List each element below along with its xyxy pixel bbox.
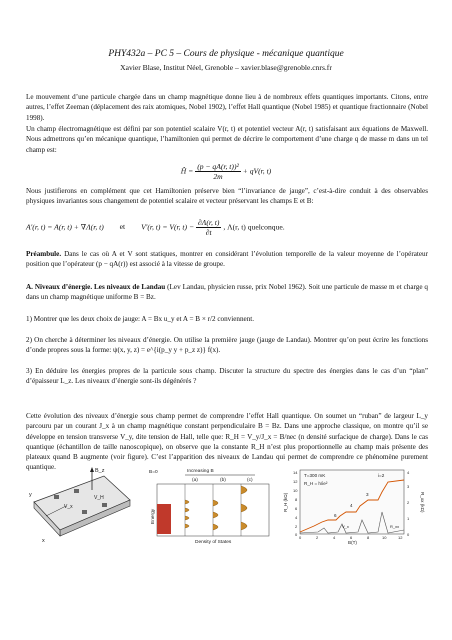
x-ticks (299, 535, 403, 540)
gauge-fraction (196, 218, 221, 237)
author-line: Xavier Blase, Institut Néel, Grenoble – xavier.blase@grenoble.cnrs.fr (120, 63, 332, 72)
landau-levels-b (213, 500, 218, 530)
plateau-6-label: 6 (334, 513, 337, 518)
ytick: 2 (295, 524, 298, 529)
plateau-3-label: 3 (366, 492, 369, 497)
page-title: PHY432a – PC 5 – Cours de physique - mécanique quantique (108, 49, 344, 59)
question-1: 1) Montrer que les deux choix de jauge: A = Bx u_y et A = B × r/2 conviennent. (26, 315, 255, 323)
intro-paragraph-3: Nous justifierons en complément que cet Hamiltonien préserve bien “l’invariance de jauge”, c’est-à-dire conduit à des observables physiques invariantes sous changement de potentiel scalaire et vecteur préservant les champs E et B: (26, 187, 428, 206)
section-a-paragraph (26, 282, 428, 303)
landau-levels-a (185, 500, 189, 528)
hamiltonian-numerator: (p − qA(r, t))² (197, 162, 239, 171)
b0-filled-states (157, 504, 171, 534)
left-y-axis-label: R_H (kΩ) (283, 492, 288, 512)
rtick: 3 (407, 484, 410, 489)
vh-label: V_H (94, 495, 104, 501)
increasing-b-label: Increasing B (187, 469, 214, 474)
xtick: 0 (299, 535, 302, 540)
ytick: 0 (295, 532, 298, 537)
xtick: 4 (333, 535, 336, 540)
rtick: 1 (407, 516, 410, 521)
panel-b-label: (b) (220, 478, 226, 483)
hamiltonian-fraction (195, 162, 241, 181)
intro-paragraph-2: Un champ électromagnétique est défini par son potentiel scalaire V(r, t) et potentiel vecteur A(r, t) satisfaisant aux équations de Maxwell. Nous admettrons qu’en mécanique quantique, l’hamiltonien qui permet de décrire le comportement d’une charge q de masse m dans un tel champ est: (26, 125, 428, 154)
intro-paragraph-1: Le mouvement d’une particule chargée dans un champ magnétique donne lieu à de nombreux effets quantiques importants. Citons, entre autres, l’effet Zeeman (déplacement des raix atomiques, Nobel 1902), l’effet Hall quantique (Nobel 1985) et quantique fractionnaire (Nobel 1998). (26, 93, 428, 122)
xtick: 8 (367, 535, 370, 540)
contact-1 (54, 495, 59, 499)
ytick: 8 (295, 497, 298, 502)
preamble-heading: Préambule. (26, 250, 62, 258)
hall-plot-frame (300, 470, 404, 534)
ytick: 4 (295, 515, 298, 520)
contact-3 (82, 510, 87, 514)
rxx-curve-label: R_xx (390, 524, 400, 529)
temperature-label: T=300 mK (304, 473, 326, 478)
question-2: 2) On cherche à déterminer les niveaux d’énergie. On utilise la première jauge (jauge de Landau). Montrer qu’on peut écrire les fonctions d’onde propres sous la forme: ψ(x, y, z) = e^{i(p_y y + p_z z)} f(x). (26, 336, 428, 355)
hamiltonian-equation (0, 162, 452, 181)
xtick: 2 (316, 535, 319, 540)
preamble-text: Dans le cas où A et V sont statiques, montrer en considérant l’évolution temporelle de la valeur moyenne de l’opérateur position que l’opérateur (p − qA(r)) est associé à la vitesse de groupe. (26, 250, 428, 269)
gauge-v-equation: V′(r, t) = V(r, t) − (141, 222, 195, 232)
panel-a-label: (a) (192, 478, 198, 483)
x-axis-label-b: B(T) (348, 540, 357, 545)
gauge-equations (26, 218, 436, 237)
x-axis-label: x (42, 538, 45, 544)
hamiltonian-lhs: Ĥ = (180, 166, 194, 176)
rtick: 4 (407, 470, 410, 475)
plateau-i2-label: i=2 (378, 473, 385, 478)
ytick: 10 (293, 488, 298, 493)
ytick: 14 (293, 470, 298, 475)
xtick: 10 (382, 535, 387, 540)
y-axis-label: y (29, 492, 32, 498)
panel-c-label: (c) (247, 478, 253, 483)
gauge-tail: , Λ(r, t) quelconque. (223, 222, 285, 232)
right-y-ticks (407, 470, 410, 537)
vx-label: V_x (64, 504, 73, 510)
question-3: 3) En déduire les énergies propres de la particule sous champ. Discuter la structure du spectre des énergies dans le cas d’un “plan” d’épaisseur L_z. Les niveaux d’énergie sont-ils dégénérés ? (26, 367, 428, 386)
plateau-4-label: 4 (350, 503, 353, 508)
hamiltonian-denominator: 2m (213, 172, 223, 181)
rtick: 0 (407, 532, 410, 537)
hall-paragraph: Cette évolution des niveaux d’énergie sous champ permet de comprendre l’effet Hall quantique. On soumet un “ruban” de largeur L_y parcouru par un courant J_x à un champ magnétique constant perpendiculaire B = Bz. Dans une approche classique, on montre qu’il se développe en tension transverse V_y, dite tension de Hall, telle que: R_H = V_y/J_x = B/nec (n densité surfacique de charge). Dans le cas quantique (échantillon de taille nanoscopique), on observe que la constante R_H n’est plus proportionnelle au champ mais présente des plateaux quand B augmente (voir figure). C’est l’apparition des niveaux de Landau qui permet de comprendre ce phénomène purement quantique. (26, 412, 428, 472)
density-of-states-figure (145, 466, 273, 546)
b0-label: B=0 (149, 470, 158, 475)
contact-4 (102, 503, 107, 507)
gauge-denominator: ∂t (205, 228, 212, 237)
hall-bar-setup-figure (26, 466, 138, 546)
rtick: 2 (407, 500, 410, 505)
right-y-axis-label: R_xx (kΩ) (420, 492, 425, 513)
preamble-paragraph (26, 249, 428, 270)
dos-axis-label: Density of States (195, 540, 232, 545)
landau-levels-c (241, 486, 247, 530)
ytick: 12 (293, 479, 298, 484)
quantum-hall-plot (278, 466, 428, 546)
gauge-a-equation: A′(r, t) = A(r, t) + ∇Λ(r, t) (26, 222, 104, 232)
vx-curve-label: V_x (342, 524, 349, 529)
gauge-et: et (119, 222, 126, 232)
section-a-text: (Lev Landau, physicien russe, prix Nobel 1962). Soit une particule de masse m et charge q dans un champ magnétique uniforme B = Bz. (26, 283, 428, 302)
bz-arrowhead (90, 467, 94, 472)
contact-2 (74, 489, 79, 493)
rh-formula-label: R_H = h/ie² (304, 481, 328, 486)
xtick: 12 (398, 535, 403, 540)
energy-axis-label: Energy (151, 508, 156, 524)
hamiltonian-rhs: + qV(r, t) (242, 166, 272, 176)
section-a-heading: A. Niveaux d’énergie. Les niveaux de Landau (26, 283, 166, 291)
left-y-ticks (293, 470, 298, 537)
gauge-numerator: ∂Λ(r, t) (198, 218, 220, 227)
bz-label: B_z (95, 468, 105, 474)
ytick: 6 (295, 506, 298, 511)
xtick: 6 (350, 535, 353, 540)
